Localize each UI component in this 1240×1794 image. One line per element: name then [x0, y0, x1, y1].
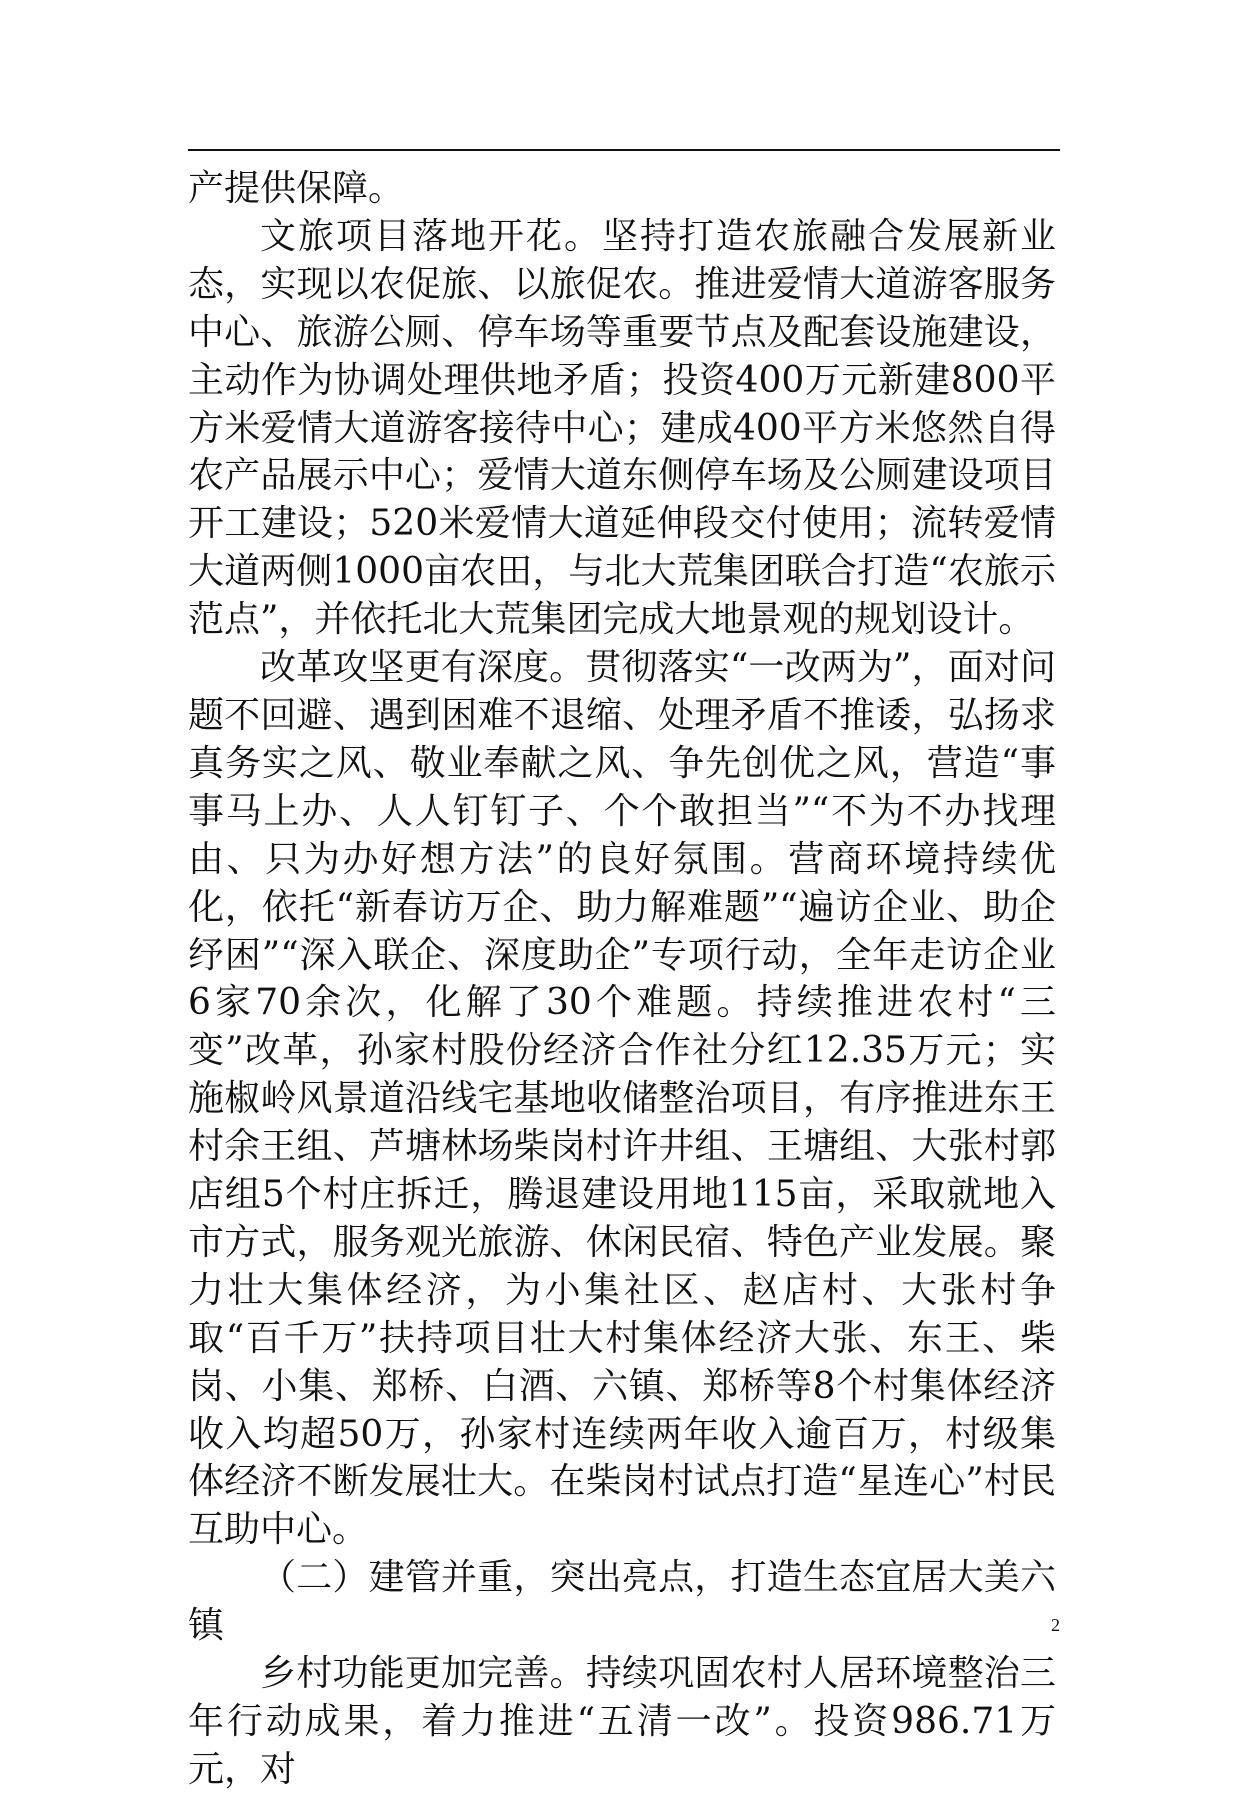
paragraph-continuation: 产提供保障。: [188, 168, 405, 209]
document-body: [188, 165, 1056, 1794]
paragraph-cultural-tourism: 文旅项目落地开花。坚持打造农旅融合发展新业态，实现以农促旅、以旅促农。推进爱情大道游客服务中心、旅游公厕、停车场等重要节点及配套设施建设，主动作为协调处理供地矛盾；投资400万元新建800平方米爱情大道游客接待中心；建成400平方米悠然自得农产品展示中心；爱情大道东侧停车场及公厕建设项目开工建设；520米爱情大道延伸段交付使用；流转爱情大道两侧1000亩农田，与北大荒集团联合打造“农旅示范点”，并依托北大荒集团完成大地景观的规划设计。: [188, 215, 1056, 641]
paragraph-reform: 改革攻坚更有深度。贯彻落实“一改两为”，面对问题不回避、遇到困难不退缩、处理矛盾不推诿，弘扬求真务实之风、敬业奉献之风、争先创优之风，营造“事事马上办、人人钉钉子、个个敢担当”“不为不办找理由、只为办好想方法”的良好氛围。营商环境持续优化，依托“新春访万企、助力解难题”“遍访企业、助企纾困”“深入联企、深度助企”专项行动，全年走访企业6家70余次，化解了30个难题。持续推进农村“三变”改革，孙家村股份经济合作社分红12.35万元；实施椒岭风景道沿线宅基地收储整治项目，有序推进东王村余王组、芦塘林场柴岗村许井组、王塘组、大张村郭店组5个村庄拆迁，腾退建设用地115亩，采取就地入市方式，服务观光旅游、休闲民宿、特色产业发展。聚力壮大集体经济，为小集社区、赵店村、大张村争取“百千万”扶持项目壮大村集体经济大张、东王、柴岗、小集、郑桥、白酒、六镇、郑桥等8个村集体经济收入均超50万，孙家村连续两年收入逾百万，村级集体经济不断发展壮大。在柴岗村试点打造“星连心”村民互助中心。: [188, 647, 1056, 1551]
section-heading-two: （二）建管并重，突出亮点，打造生态宜居大美六镇: [188, 1557, 1056, 1647]
header-rule: [188, 149, 1060, 151]
page-number: 2: [1051, 1615, 1060, 1635]
paragraph-rural-function: 乡村功能更加完善。持续巩固农村人居环境整治三年行动成果，着力推进“五清一改”。投资986.71万元，对: [188, 1653, 1056, 1790]
